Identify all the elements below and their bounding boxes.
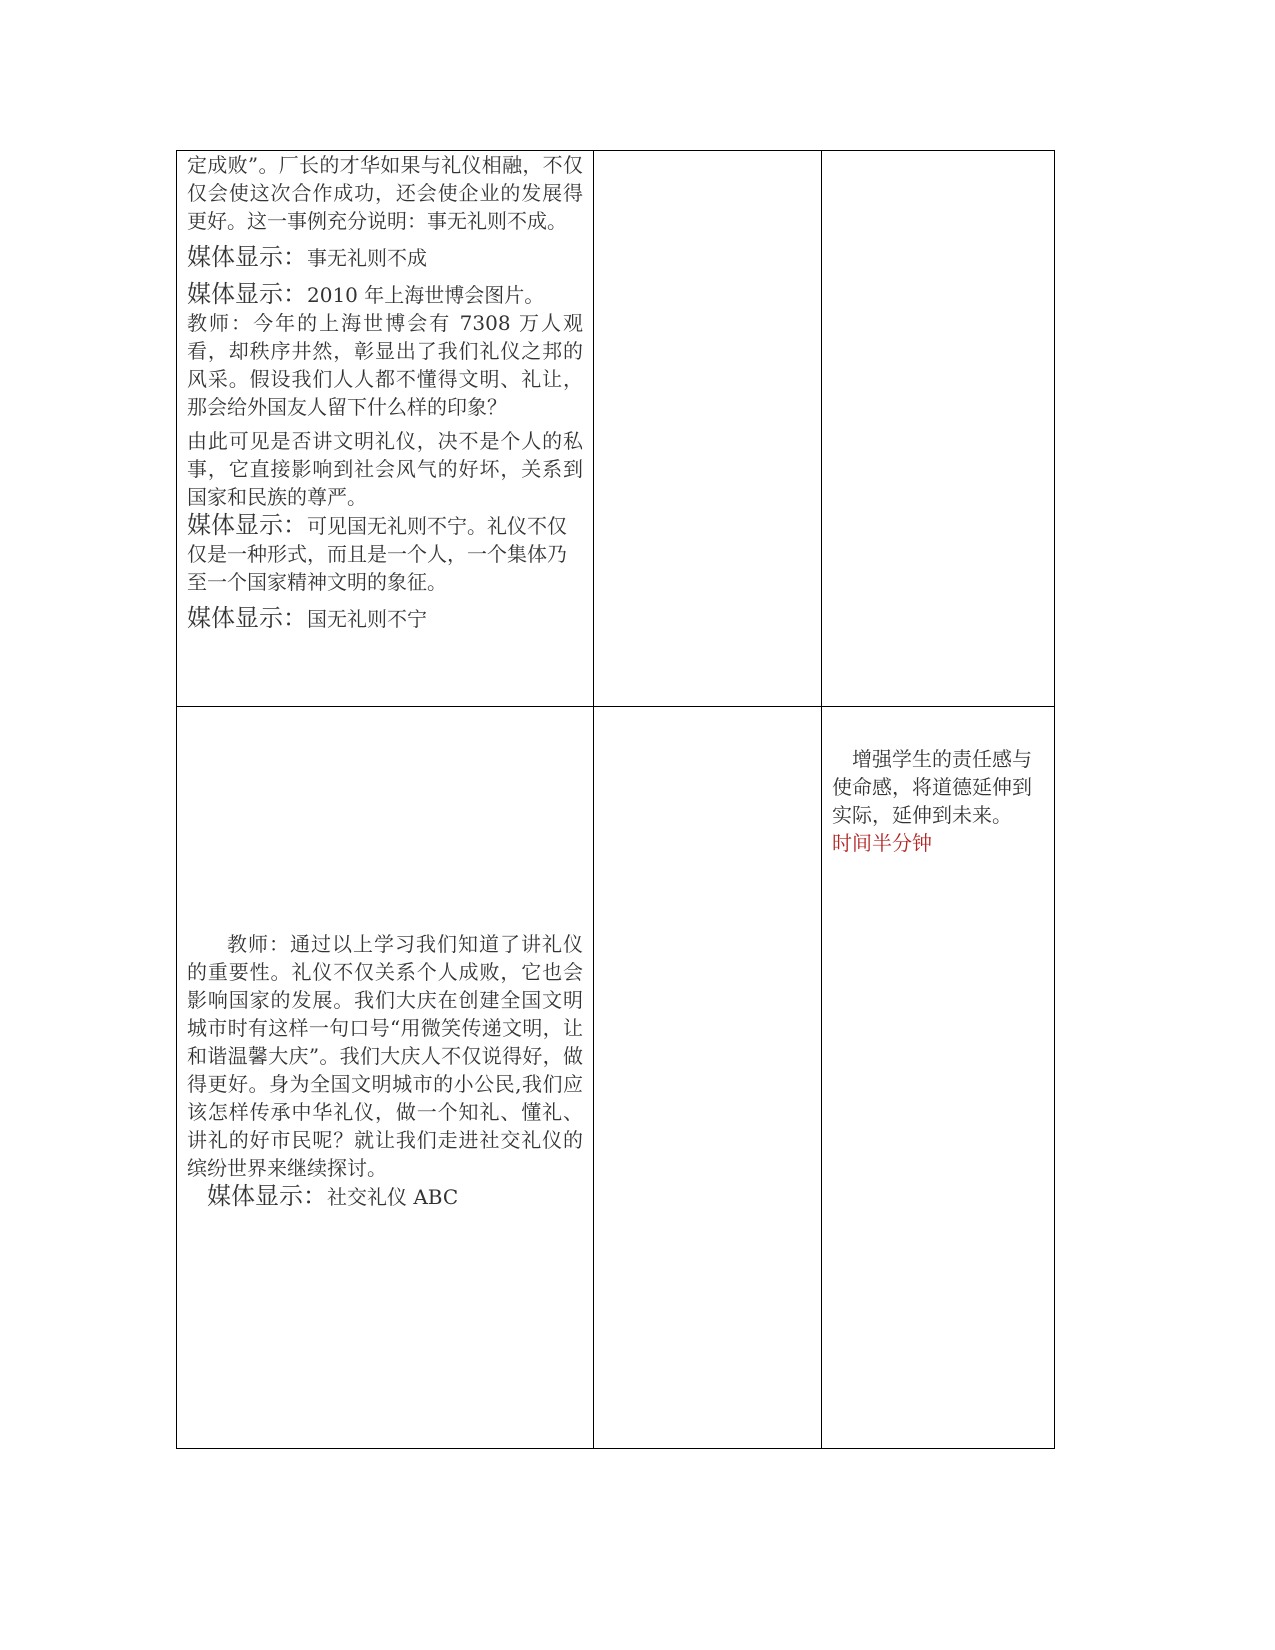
media-display-text: 国无礼则不宁: [307, 607, 427, 631]
student-activity-cell: [594, 707, 822, 1449]
media-display-text: 可见国无礼则不宁。礼仪不仅仅是一种形式，而且是一个人，一个集体乃至一个国家精神文明的象征。: [187, 514, 567, 594]
media-display-line: [187, 1182, 583, 1211]
design-intent-cell: [822, 151, 1055, 707]
media-display-label: 媒体显示：: [187, 511, 307, 539]
table-row: [177, 151, 1055, 707]
media-display-label: 媒体显示：: [187, 604, 307, 632]
media-display-label: 媒体显示：: [187, 280, 307, 308]
paragraph: 教师：今年的上海世博会有 7308 万人观看，却秩序井然，彰显出了我们礼仪之邦的风采。假设我们人人都不懂得文明、礼让，那会给外国友人留下什么样的印象？: [187, 311, 583, 419]
media-display-text: 事无礼则不成: [307, 246, 427, 270]
paragraph: 由此可见是否讲文明礼仪，决不是个人的私事，它直接影响到社会风气的好坏，关系到国家和民族的尊严。: [187, 429, 583, 509]
paragraph: 教师：通过以上学习我们知道了讲礼仪的重要性。礼仪不仅关系个人成败，它也会影响国家的发展。我们大庆在创建全国文明城市时有这样一句口号“用微笑传递文明，让和谐温馨大庆”。我们大庆人不仅说得好，做得更好。身为全国文明城市的小公民,我们应该怎样传承中华礼仪，做一个知礼、懂礼、讲礼的好市民呢？就让我们走进社交礼仪的缤纷世界来继续探讨。: [187, 932, 583, 1180]
media-display-label: 媒体显示：: [207, 1182, 327, 1210]
media-display-label: 媒体显示：: [187, 243, 307, 271]
media-display-line: [187, 604, 583, 633]
media-display-line: [187, 511, 583, 596]
time-note: 时间半分钟: [832, 831, 932, 855]
media-display-line: [187, 243, 583, 272]
design-intent-note: 增强学生的责任感与使命感，将道德延伸到实际，延伸到未来。: [832, 747, 1032, 827]
teaching-content-cell: [177, 151, 594, 707]
teaching-content-cell: [177, 707, 594, 1449]
student-activity-cell: [594, 151, 822, 707]
media-display-text: 社交礼仪 ABC: [327, 1185, 459, 1209]
design-intent-cell: [822, 707, 1055, 1449]
table-row: [177, 707, 1055, 1449]
media-display-line: [187, 280, 583, 309]
paragraph: 定成败”。厂长的才华如果与礼仪相融，不仅仅会使这次合作成功，还会使企业的发展得更好。这一事例充分说明：事无礼则不成。: [187, 153, 583, 233]
lesson-plan-table: [176, 150, 1055, 1449]
media-display-text: 2010 年上海世博会图片。: [307, 283, 545, 307]
